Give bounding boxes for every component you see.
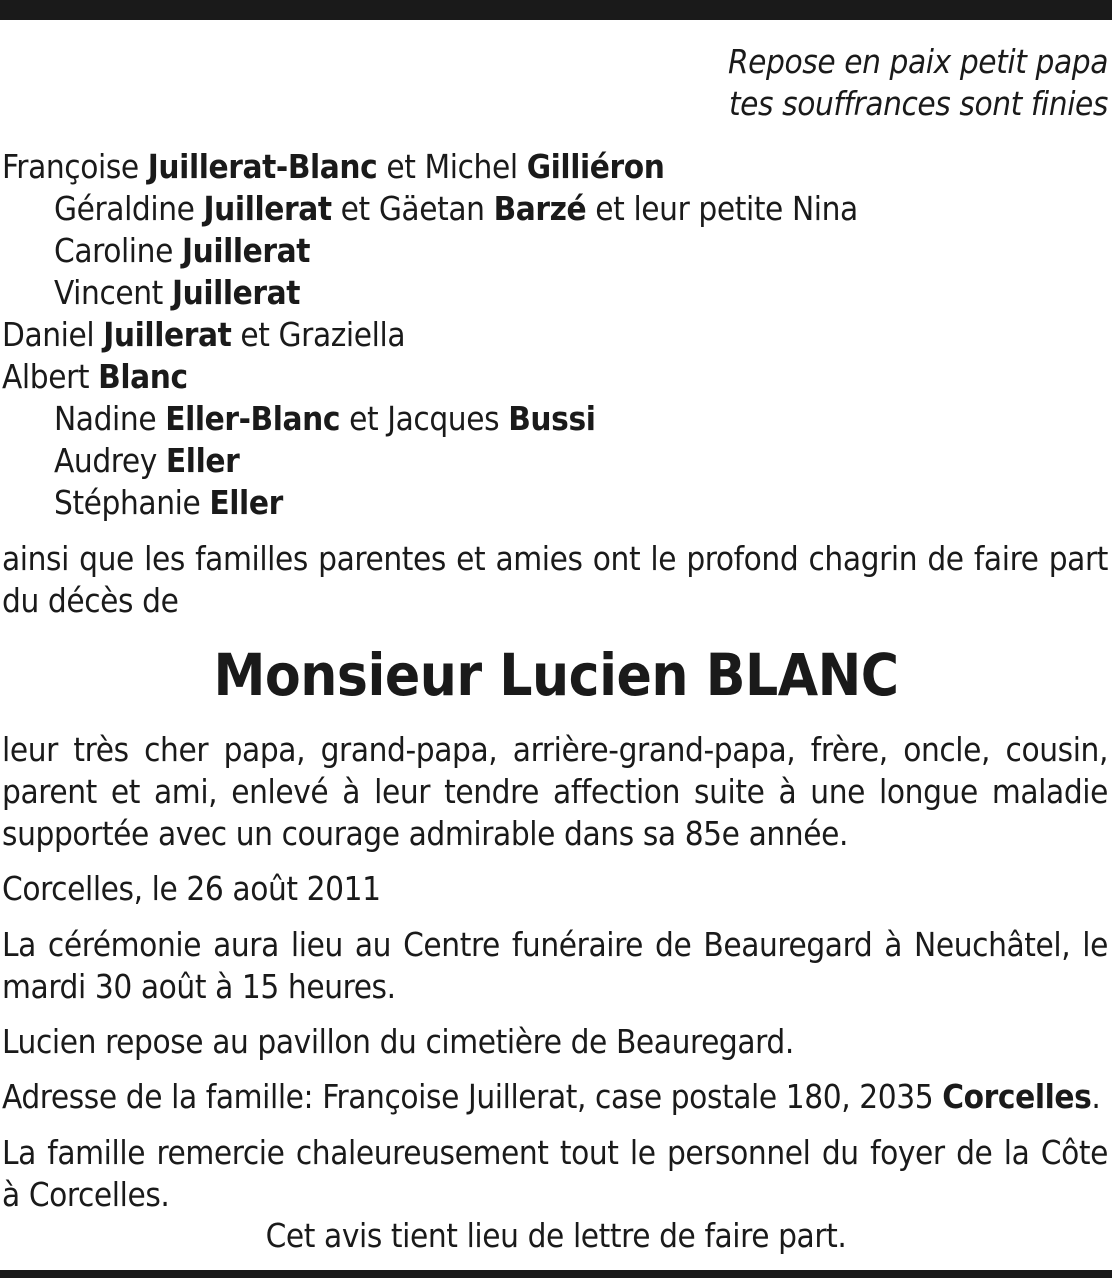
intro-paragraph: ainsi que les familles parentes et amies ont le profond chagrin de faire part du décès de <box>2 539 1108 620</box>
family-surname: Juillerat <box>181 231 311 270</box>
repose-paragraph: Lucien repose au pavillon du cimetière de Beauregard. <box>2 1022 794 1061</box>
family-surname: Gilliéron <box>526 147 665 186</box>
family-text: et Gäetan <box>331 189 494 228</box>
description-paragraph: leur très cher papa, grand-papa, arrière-grand-papa, frère, oncle, cousin, parent et ami, enlevé à leur tendre affection suite à une longue maladie supportée avec un courage admirable dans sa 85e année. <box>2 730 1108 853</box>
family-text: Audrey <box>54 441 166 480</box>
family-surname: Juillerat <box>203 189 332 228</box>
family-surname: Juillerat-Blanc <box>147 147 378 186</box>
family-line <box>2 146 858 188</box>
deceased-name: Monsieur Lucien BLANC <box>213 641 899 709</box>
address-paragraph <box>2 1076 1108 1118</box>
family-text: et leur petite Nina <box>586 189 858 228</box>
family-text: Françoise <box>2 147 148 186</box>
thanks-paragraph: La famille remercie chaleureusement tout le personnel du foyer de la Côte à Corcelles. <box>2 1133 1108 1214</box>
family-surname: Bussi <box>508 399 596 438</box>
family-text: et Graziella <box>231 315 406 354</box>
place-date: Corcelles, le 26 août 2011 <box>2 869 381 908</box>
family-text: Daniel <box>2 315 104 354</box>
family-surname: Juillerat <box>103 315 232 354</box>
family-text: Caroline <box>54 231 182 270</box>
address-end: . <box>1091 1077 1101 1116</box>
family-line <box>2 188 858 230</box>
motto-line-1: Repose en paix petit papa <box>727 42 1108 81</box>
family-line <box>2 398 858 440</box>
family-text: Stéphanie <box>54 483 210 522</box>
family-text: Albert <box>2 357 99 396</box>
family-text: Nadine <box>54 399 166 438</box>
family-line <box>2 314 858 356</box>
ceremony-paragraph: La cérémonie aura lieu au Centre funéraire de Beauregard à Neuchâtel, le mardi 30 août à 15 heures. <box>2 925 1108 1006</box>
family-line <box>2 356 858 398</box>
family-list <box>2 146 858 524</box>
motto <box>728 41 1108 125</box>
bottom-rule <box>0 1270 1112 1278</box>
family-line <box>2 440 858 482</box>
closing-line: Cet avis tient lieu de lettre de faire part. <box>265 1216 847 1255</box>
family-surname: Eller <box>165 441 240 480</box>
family-surname: Eller <box>209 483 283 522</box>
family-line <box>2 482 858 524</box>
top-rule <box>0 0 1112 20</box>
family-surname: Blanc <box>98 357 188 396</box>
family-text: Vincent <box>54 273 172 312</box>
family-surname: Barzé <box>493 189 587 228</box>
family-text: et Jacques <box>340 399 509 438</box>
family-text: Géraldine <box>54 189 204 228</box>
family-line <box>2 230 858 272</box>
family-surname: Eller-Blanc <box>165 399 341 438</box>
motto-line-2: tes souffrances sont finies <box>728 84 1108 123</box>
address-text: Adresse de la famille: Françoise Juillerat, case postale 180, 2035 <box>2 1077 943 1116</box>
family-line <box>2 272 858 314</box>
family-surname: Juillerat <box>171 273 301 312</box>
family-text: et Michel <box>377 147 527 186</box>
address-city: Corcelles <box>942 1077 1092 1116</box>
